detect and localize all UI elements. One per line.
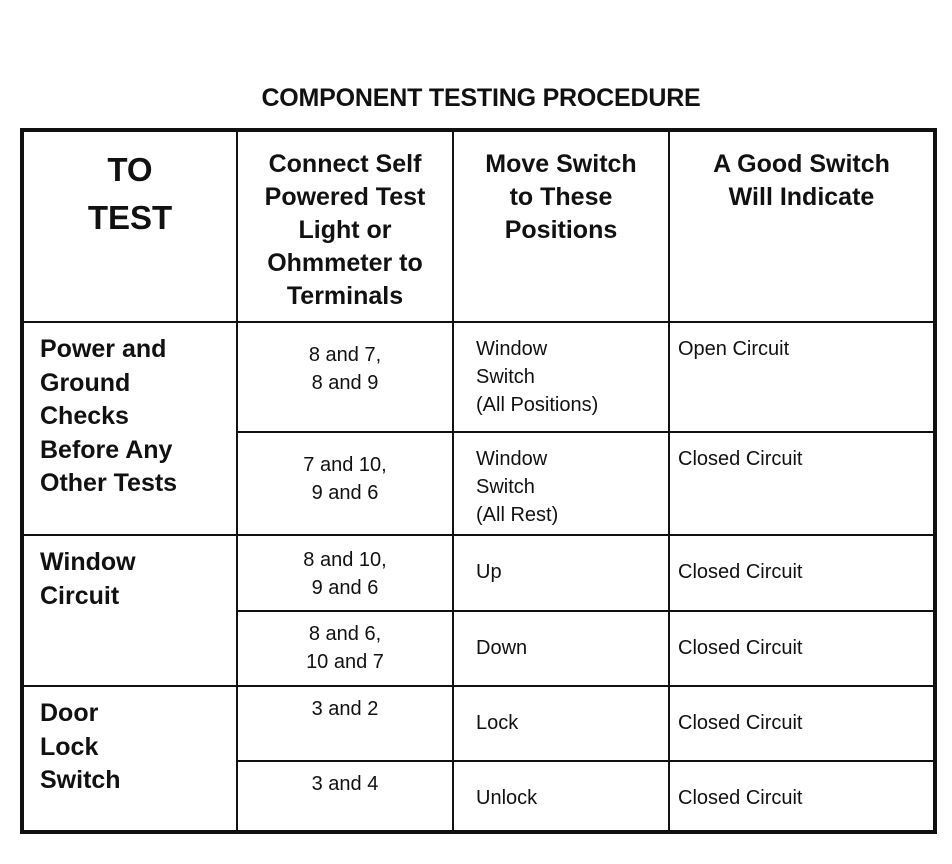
cell-indication: Open Circuit: [670, 323, 933, 433]
testing-procedure-table: [20, 128, 937, 834]
header-good-switch-indication: A Good Switch Will Indicate: [670, 132, 933, 323]
cell-indication: Closed Circuit: [670, 612, 933, 687]
header-terminals: Connect Self Powered Test Light or Ohmmeter to Terminals: [238, 132, 454, 323]
cell-terminals: 8 and 10, 9 and 6: [238, 536, 454, 612]
cell-indication: Closed Circuit: [670, 433, 933, 536]
page-title: COMPONENT TESTING PROCEDURE: [261, 84, 701, 112]
cell-terminals: 8 and 7, 8 and 9: [238, 323, 454, 433]
cell-indication: Closed Circuit: [670, 687, 933, 762]
cell-terminals: 8 and 6, 10 and 7: [238, 612, 454, 687]
header-to-test: TO TEST: [24, 132, 238, 323]
cell-terminals: 7 and 10, 9 and 6: [238, 433, 454, 536]
cell-position: Down: [454, 612, 670, 687]
header-switch-positions: Move Switch to These Positions: [454, 132, 670, 323]
cell-position: Unlock: [454, 762, 670, 830]
group-power-ground-checks: Power and Ground Checks Before Any Other Tests: [24, 323, 238, 536]
cell-position: Window Switch (All Rest): [454, 433, 670, 536]
cell-terminals: 3 and 2: [238, 687, 454, 762]
cell-position: Lock: [454, 687, 670, 762]
cell-position: Window Switch (All Positions): [454, 323, 670, 433]
cell-terminals: 3 and 4: [238, 762, 454, 830]
cell-indication: Closed Circuit: [670, 536, 933, 612]
cell-indication: Closed Circuit: [678, 787, 803, 809]
cell-position: Up: [454, 536, 670, 612]
group-window-circuit: Window Circuit: [24, 536, 238, 687]
group-door-lock-switch: Door Lock Switch: [24, 687, 238, 830]
